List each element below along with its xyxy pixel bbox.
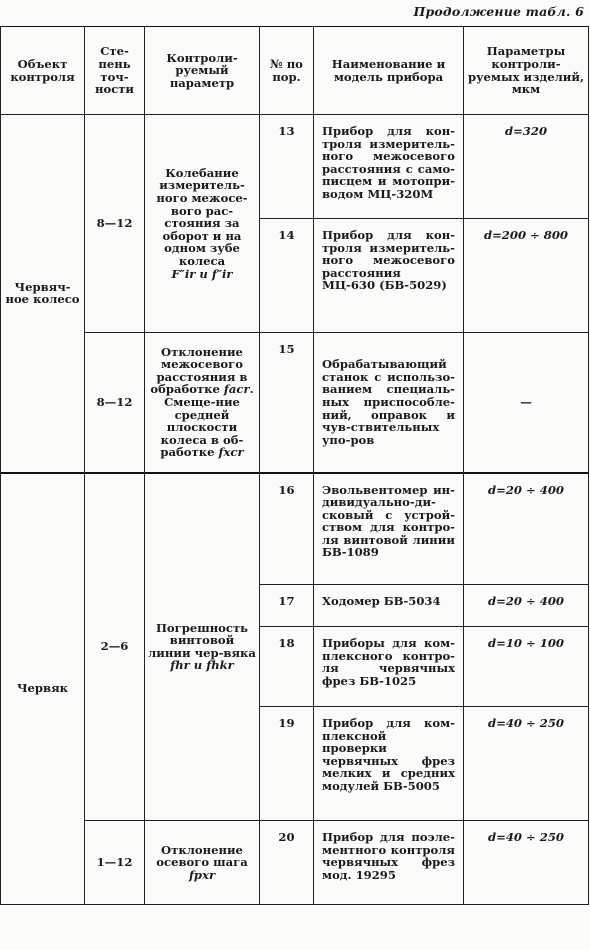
param-symbol: facr xyxy=(223,382,250,397)
param-text: Погрешность винтовой линии чер-вяка xyxy=(148,620,256,660)
device-name: Ходомер БВ-5034 xyxy=(314,585,464,627)
degree-cell: 1—12 xyxy=(85,821,145,905)
param-text: Отклонение осевого шага xyxy=(156,842,248,870)
row-number: 15 xyxy=(260,333,314,473)
device-name: Прибор для кон-троля измеритель-ного межосевого расстояния с само-писцем и мотопри-водом МЦ-320М xyxy=(314,115,464,219)
device-name: Обрабатывающий станок с использо-ванием специаль-ных приспособле-ний, оправок и чув-ствительных упо-ров xyxy=(314,333,464,473)
device-value: — xyxy=(464,333,589,473)
param-cell xyxy=(145,473,260,821)
param-symbol: F″ir и f″ir xyxy=(171,266,233,281)
object-wheel: Червяч-ное колесо xyxy=(1,115,85,473)
param-cell xyxy=(145,333,260,473)
table-row xyxy=(1,115,589,219)
device-name: Прибор для поэле-ментного контроля червячных фрез мод. 19295 xyxy=(314,821,464,905)
device-value: d=20 ÷ 400 xyxy=(464,585,589,627)
header-values: Параметры контроли-руемых изделий, мкм xyxy=(464,27,589,115)
device-value: d=10 ÷ 100 xyxy=(464,627,589,707)
param-cell xyxy=(145,821,260,905)
instrument-table xyxy=(0,26,589,905)
degree-cell: 8—12 xyxy=(85,115,145,333)
table-row xyxy=(1,821,589,905)
device-value: d=40 ÷ 250 xyxy=(464,821,589,905)
row-number: 17 xyxy=(260,585,314,627)
param-cell xyxy=(145,115,260,333)
header-param: Контроли-руемый параметр xyxy=(145,27,260,115)
param-text: Колебание измеритель-ного межосе-вого рас-стояния за оборот и на одном зубе колеса xyxy=(156,165,248,268)
table-caption: Продолжение табл. 6 xyxy=(413,4,584,19)
header-device: Наименование и модель прибора xyxy=(314,27,464,115)
device-name: Прибор для кон-троля измеритель-ного межосевого расстояния МЦ-630 (БВ-5029) xyxy=(314,219,464,333)
param-text: Отклонение межосевого расстояния в обработке xyxy=(150,344,248,397)
device-value: d=200 ÷ 800 xyxy=(464,219,589,333)
header-object: Объект контроля xyxy=(1,27,85,115)
object-worm: Червяк xyxy=(1,473,85,905)
header-num: № по пор. xyxy=(260,27,314,115)
param-text: . Смеще-ние средней плоскости колеса в об-работке xyxy=(160,382,254,460)
param-symbol: fpxr xyxy=(188,867,216,882)
row-number: 13 xyxy=(260,115,314,219)
degree-cell: 8—12 xyxy=(85,333,145,473)
row-number: 19 xyxy=(260,707,314,821)
param-symbol: fxcr xyxy=(218,445,244,460)
device-name: Приборы для ком-плексного контро-ля червячных фрез БВ-1025 xyxy=(314,627,464,707)
row-number: 18 xyxy=(260,627,314,707)
param-symbol: fhr и fhkr xyxy=(170,658,234,673)
header-row xyxy=(1,27,589,115)
device-name: Прибор для ком-плексной проверки червячных фрез мелких и средних модулей БВ-5005 xyxy=(314,707,464,821)
degree-cell: 2—6 xyxy=(85,473,145,821)
header-degree: Сте-пень точ-ности xyxy=(85,27,145,115)
device-value: d=40 ÷ 250 xyxy=(464,707,589,821)
device-name: Эвольвентомер ин-дивидуально-ди-сковый с устрой-ством для контро-ля винтовой линии БВ-1089 xyxy=(314,473,464,585)
device-value: d=320 xyxy=(464,115,589,219)
device-value: d=20 ÷ 400 xyxy=(464,473,589,585)
row-number: 16 xyxy=(260,473,314,585)
table-row xyxy=(1,333,589,473)
table-row xyxy=(1,473,589,585)
row-number: 14 xyxy=(260,219,314,333)
row-number: 20 xyxy=(260,821,314,905)
